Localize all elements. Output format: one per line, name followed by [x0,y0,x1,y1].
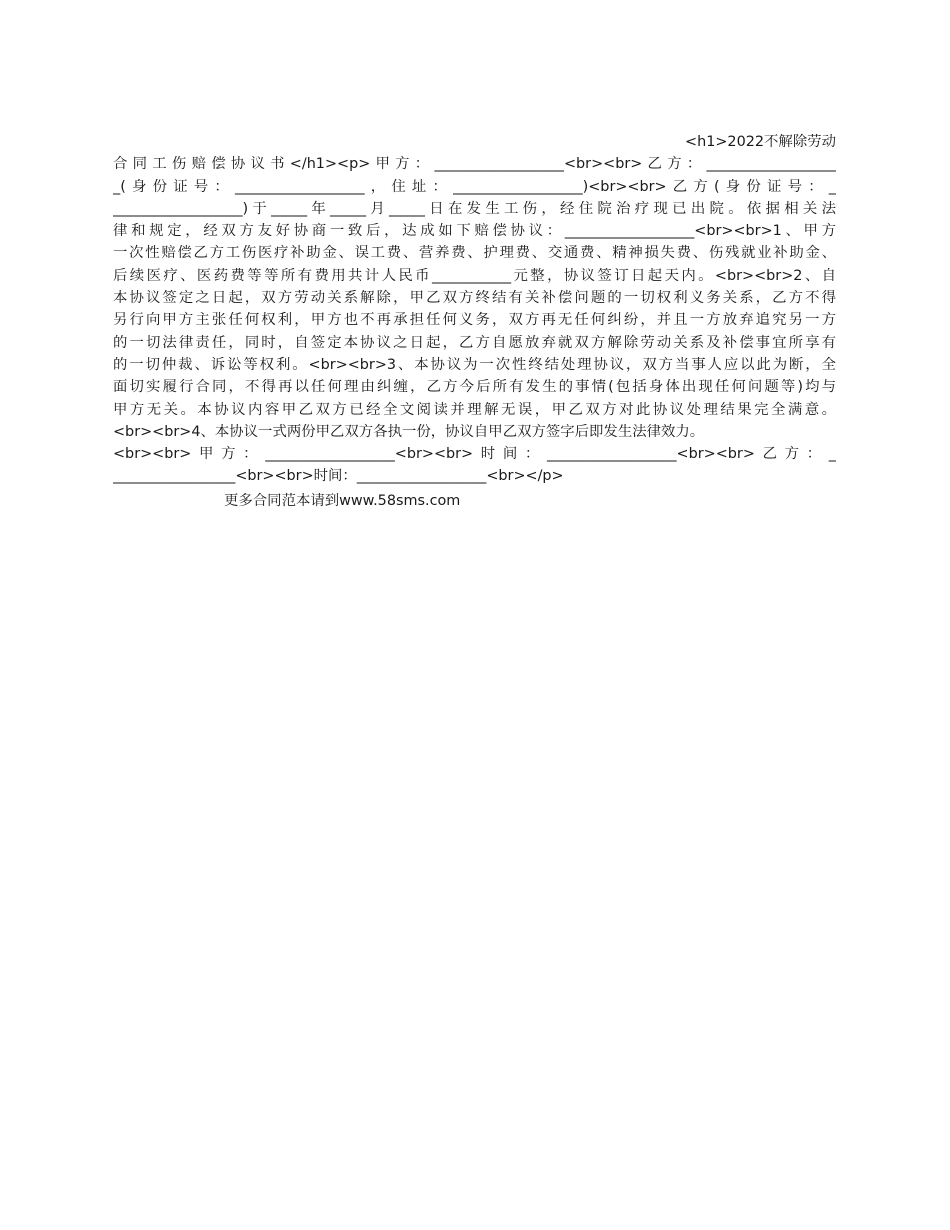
text-line: <br><br>4、本协议一式两份甲乙双方各执一份，协议自甲乙双方签字后即发生法律效力。 [113,423,705,440]
footer-more-templates: 更多合同范本请到www.58sms.com [224,493,461,509]
agreement-text [113,131,836,488]
text-line: _(身份证号：__________________，住址：__________________)<br><br>乙方(身份证号：_ [113,178,836,195]
text-line: 另行向甲方主张任何权利，甲方也不再承担任何义务，双方再无任何纠纷，并且一方放弃追究另一方 [113,312,836,329]
text-line: 律和规定，经双方友好协商一致后，达成如下赔偿协议：__________________<br><br>1、甲方 [113,223,836,240]
signature-line: <br><br>甲方：__________________<br><br>时间：__________________<br><br>乙方：_ [113,446,836,463]
signature-line: _________________<br><br>时间：__________________<br></p> [113,468,564,485]
text-line: 合同工伤赔偿协议书</h1><p>甲方：__________________<br><br>乙方：__________________ [113,156,836,173]
text-line: 一次性赔偿乙方工伤医疗补助金、误工费、营养费、护理费、交通费、精神损失费、伤残就业补助金、 [113,245,836,262]
text-line: 面切实履行合同，不得再以任何理由纠缠，乙方今后所有发生的事情(包括身体出现任何问题等)均与 [113,379,836,396]
text-line: 的一切法律责任，同时，自签定本协议之日起，乙方自愿放弃就双方解除劳动关系及补偿事宜所享有 [113,334,836,351]
text-line: 的一切仲裁、诉讼等权利。<br><br>3、本协议为一次性终结处理协议，双方当事人应以此为断，全 [113,356,836,373]
text-line: 后续医疗、医药费等等所有费用共计人民币___________元整，协议签订日起天内。<br><br>2、自 [113,267,836,284]
text-line: <h1>2022不解除劳动 [685,134,836,150]
text-line: __________________)于_____年_____月_____日在发生工伤，经住院治疗现已出院。依据相关法 [113,200,836,217]
text-line: 甲方无关。本协议内容甲乙双方已经全文阅读并理解无误，甲乙双方对此协议处理结果完全满意。 [113,401,836,418]
text-line: 本协议签定之日起，双方劳动关系解除，甲乙双方终结有关补偿问题的一切权利义务关系，乙方不得 [113,290,836,307]
